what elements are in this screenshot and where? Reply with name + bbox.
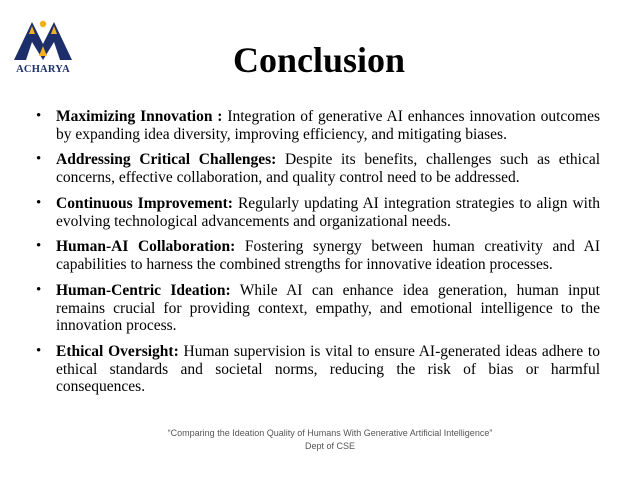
bullet-text: Fostering synergy between human creativity and AI capabilities to harness the combined strengths for innovative ideation processes.	[56, 238, 600, 274]
footer-citation: “Comparing the Ideation Quality of Humans With Generative Artificial Intelligence”	[167, 428, 493, 438]
bullet-text: Regularly updating AI integration strategies to align with evolving technological advancements and organizational needs.	[56, 194, 601, 230]
bullet-item	[36, 343, 600, 396]
bullet-item	[36, 282, 600, 335]
bullet-marker: •	[36, 108, 42, 124]
bullet-item	[36, 151, 600, 186]
bullet-heading: Continuous Improvement:	[56, 194, 233, 212]
bullet-marker: •	[36, 194, 42, 211]
bullet-marker: •	[36, 281, 42, 298]
bullet-text: Human supervision is vital to ensure AI-generated ideas adhere to ethical standards and societal norms, reducing the risk of bias or harmful consequences.	[56, 343, 600, 396]
bullet-heading: Human-Centric Ideation:	[56, 281, 231, 299]
bullet-text: While AI can enhance idea generation, human input remains crucial for providing context, empathy, and emotional intelligence to the innovation process.	[56, 281, 600, 335]
bullet-heading: Maximizing Innovation :	[56, 108, 223, 125]
bullet-list	[36, 108, 600, 404]
bullet-heading: Ethical Oversight:	[56, 343, 179, 361]
bullet-text: Despite its benefits, challenges such as ethical concerns, effective collaboration, and quality control need to be addressed.	[56, 151, 601, 187]
bullet-item	[36, 108, 600, 143]
bullet-heading: Human-AI Collaboration:	[56, 238, 236, 256]
bullet-item	[36, 238, 600, 273]
slide-footer	[0, 427, 638, 453]
bullet-text: Integration of generative AI enhances innovation outcomes by expanding idea diversity, improving efficiency, and mitigating biases.	[56, 108, 601, 143]
logo-wordmark: ACHARYA	[16, 64, 70, 75]
bullet-heading: Addressing Critical Challenges:	[56, 151, 277, 169]
footer-department: Dept of CSE	[304, 441, 356, 451]
bullet-marker: •	[36, 151, 42, 168]
bullet-marker: •	[36, 238, 42, 255]
bullet-marker: •	[36, 343, 42, 360]
bullet-item	[36, 195, 600, 230]
slide-title: Conclusion	[232, 40, 406, 80]
